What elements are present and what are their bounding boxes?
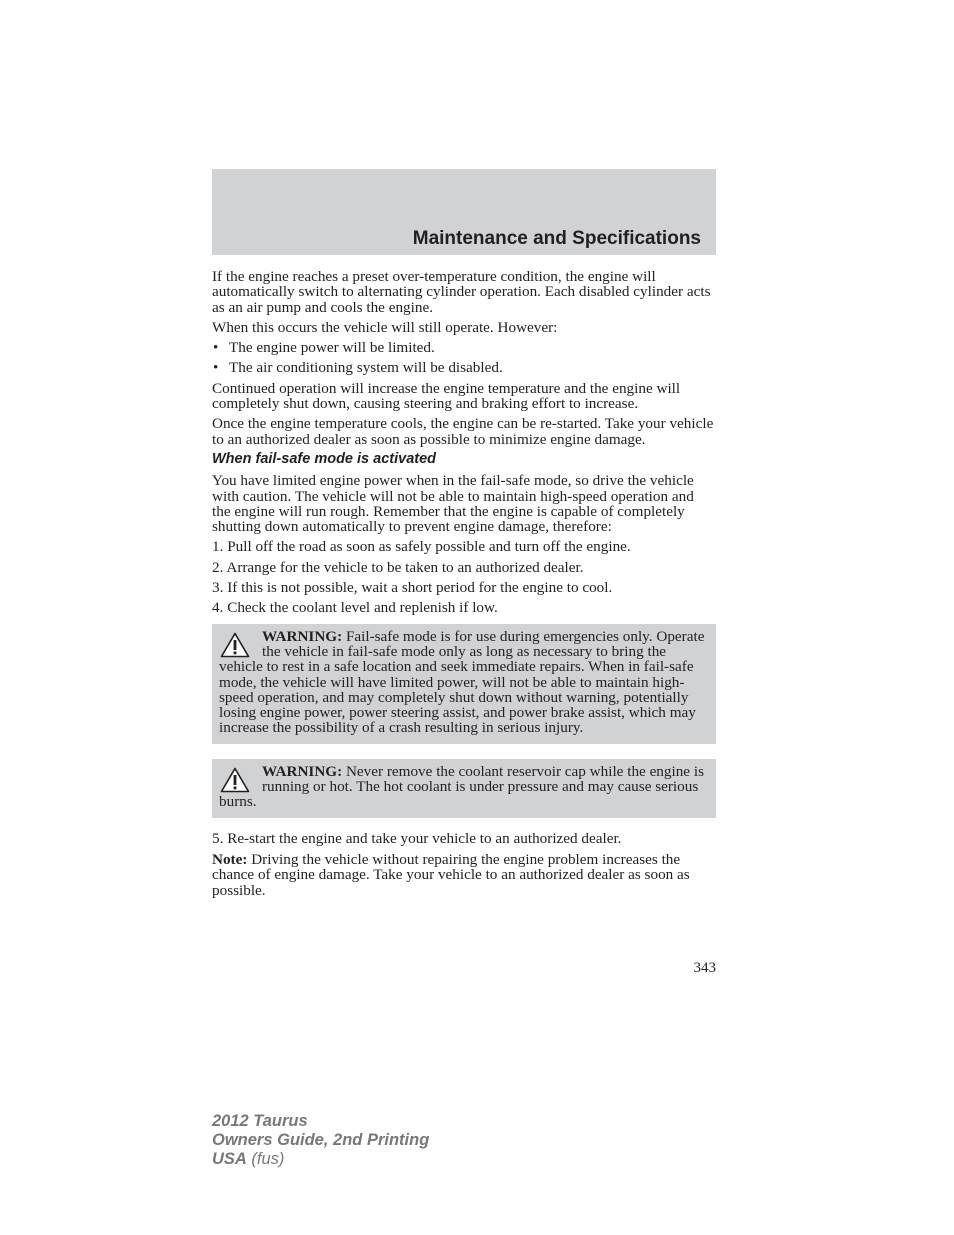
footer-region-code: (fus) xyxy=(246,1150,285,1168)
bullet-text: The air conditioning system will be disabled. xyxy=(229,359,503,377)
footer-region: USA xyxy=(212,1150,247,1168)
cools-paragraph: Once the engine temperature cools, the engine can be re-started. Take your vehicle to an authorized dealer as soon as possible to minimize engine damage. xyxy=(212,415,714,448)
bullet-mark: • xyxy=(213,359,219,377)
subheading: When fail-safe mode is activated xyxy=(212,450,437,467)
note-label: Note: xyxy=(212,850,248,868)
step-item: 4. Check the coolant level and replenish if low. xyxy=(212,599,498,617)
step-item: 5. Re-start the engine and take your vehicle to an authorized dealer. xyxy=(212,829,622,847)
section-header-band xyxy=(212,169,716,255)
warning-triangle-icon xyxy=(220,767,250,793)
occurs-paragraph: When this occurs the vehicle will still operate. However: xyxy=(212,318,558,336)
step-item: 1. Pull off the road as soon as safely possible and turn off the engine. xyxy=(212,538,631,556)
section-title: Maintenance and Specifications xyxy=(412,228,701,249)
bullet-mark: • xyxy=(213,339,219,357)
bullet-text: The engine power will be limited. xyxy=(229,339,435,357)
footer xyxy=(212,1112,429,1169)
page-number: 343 xyxy=(693,960,716,976)
warning-label: WARNING: xyxy=(262,627,343,645)
warning-label: WARNING: xyxy=(262,762,343,780)
step-item: 3. If this is not possible, wait a short period for the engine to cool. xyxy=(212,579,613,597)
note-text: Driving the vehicle without repairing the engine problem increases the chance of engine damage. Take your vehicle to an authorized dealer as soon as possible. xyxy=(212,850,690,899)
footer-line: 2012 Taurus xyxy=(212,1112,308,1130)
step-item: 2. Arrange for the vehicle to be taken to an authorized dealer. xyxy=(212,558,584,576)
footer-line: Owners Guide, 2nd Printing xyxy=(212,1131,430,1149)
warning-text: Fail-safe mode is for use during emergencies only. Operate the vehicle in fail-safe mode only as long as necessary to bring the vehicle to rest in a safe location and seek immediate repairs. When in fail-safe mode, the vehicle will have limited power, will not be able to maintain high-speed operation, and may completely shut down without warning, potentially losing engine power, power steering assist, and power brake assist, which may increase the possibility of a crash resulting in serious injury. xyxy=(219,627,705,737)
bullet-item xyxy=(212,360,716,375)
note-paragraph xyxy=(212,852,716,898)
warning-box xyxy=(212,759,716,818)
failsafe-paragraph: You have limited engine power when in the fail-safe mode, so drive the vehicle with caution. The vehicle will not be able to maintain high-speed operation and the engine will run rough. Remember that the engine is capable of completely shutting down automatically to prevent engine damage, therefore: xyxy=(212,472,694,536)
footer-line xyxy=(212,1150,429,1169)
continued-paragraph: Continued operation will increase the engine temperature and the engine will completely shut down, causing steering and braking effort to increase. xyxy=(212,379,681,413)
warning-triangle-icon xyxy=(220,632,250,658)
warning-text: Never remove the coolant reservoir cap while the engine is running or hot. The hot coolant is under pressure and may cause serious burns. xyxy=(219,762,704,811)
intro-paragraph: If the engine reaches a preset over-temperature condition, the engine will automatically switch to alternating cylinder operation. Each disabled cylinder acts as an air pump and cools the engine. xyxy=(212,268,711,316)
bullet-item xyxy=(212,340,716,355)
warning-box xyxy=(212,624,716,744)
page-content xyxy=(212,269,716,903)
